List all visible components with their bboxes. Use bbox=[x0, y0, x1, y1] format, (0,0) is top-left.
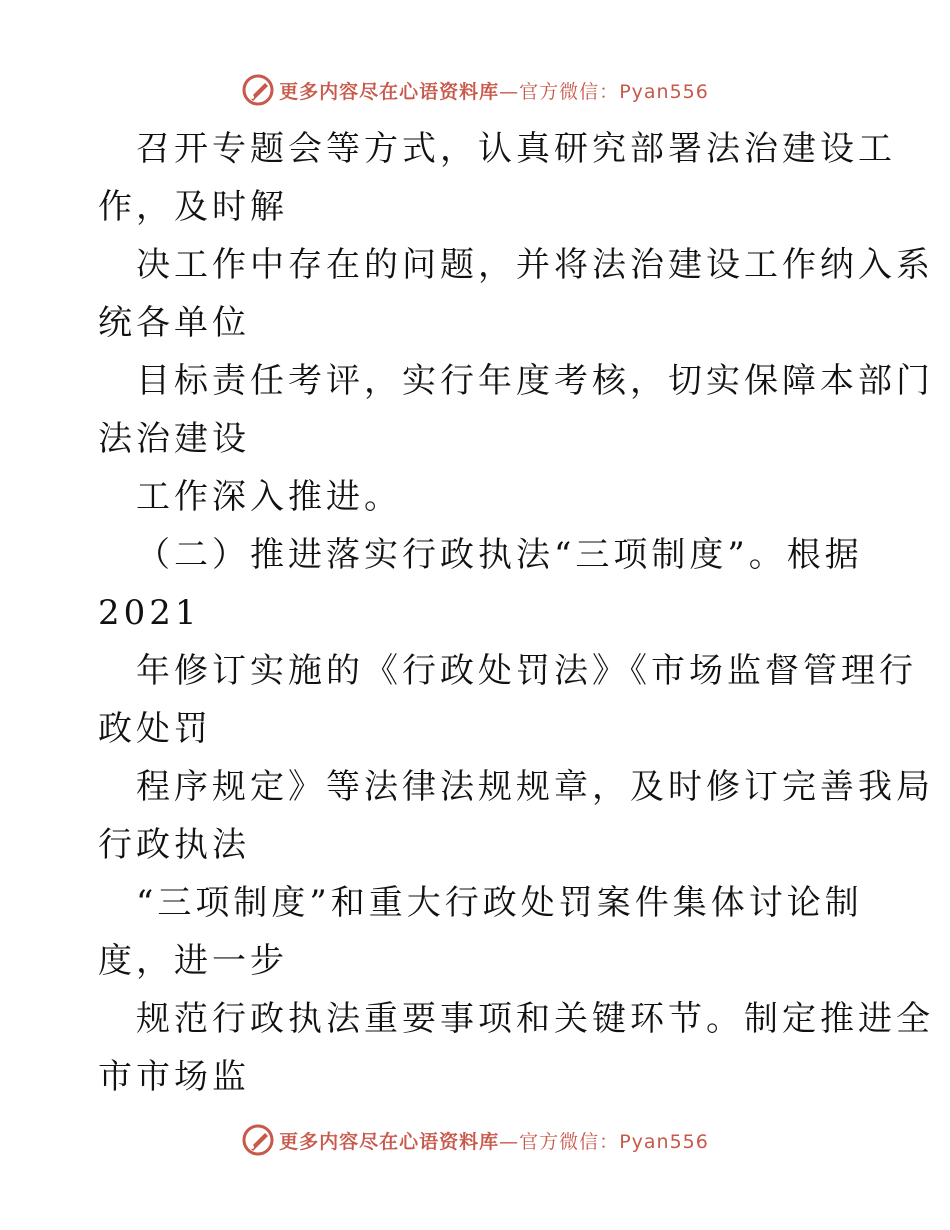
text-line: （二）推进落实行政执法“三项制度”。根据 bbox=[136, 535, 863, 575]
pen-logo-icon bbox=[241, 73, 275, 107]
text-line: 法治建设 bbox=[98, 419, 250, 459]
text-line: 行政执法 bbox=[98, 825, 250, 865]
text-line: 决工作中存在的问题，并将法治建设工作纳入系 bbox=[136, 245, 934, 285]
text-line: “三项制度”和重大行政处罚案件集体讨论制 bbox=[136, 883, 863, 923]
banner-separator: — bbox=[499, 1130, 520, 1153]
banner-site-text: 更多内容尽在心语资料库 bbox=[279, 1130, 500, 1153]
text-line: 召开专题会等方式，认真研究部署法治建设工 bbox=[136, 129, 896, 169]
text-line: 2021 bbox=[98, 593, 201, 633]
text-line: 市市场监 bbox=[98, 1057, 250, 1097]
text-line: 政处罚 bbox=[98, 709, 212, 749]
banner-text bbox=[279, 77, 709, 104]
banner-wechat-id: Pyan556 bbox=[619, 1130, 709, 1153]
document-body bbox=[98, 120, 934, 1106]
banner-wechat-label: 官方微信： bbox=[519, 80, 620, 103]
text-line: 度，进一步 bbox=[98, 941, 288, 981]
text-line: 程序规定》等法律法规规章，及时修订完善我局 bbox=[136, 767, 934, 807]
pen-logo-icon bbox=[241, 1123, 275, 1157]
banner-wechat-label: 官方微信： bbox=[519, 1130, 620, 1153]
banner-wechat-id: Pyan556 bbox=[619, 80, 709, 103]
text-line: 统各单位 bbox=[98, 303, 250, 343]
text-line: 规范行政执法重要事项和关键环节。制定推进全 bbox=[136, 999, 934, 1039]
banner-separator: — bbox=[499, 80, 520, 103]
footer-banner bbox=[0, 1120, 950, 1160]
banner-text bbox=[279, 1127, 709, 1154]
banner-site-text: 更多内容尽在心语资料库 bbox=[279, 80, 500, 103]
text-line: 工作深入推进。 bbox=[136, 477, 402, 517]
text-line: 作，及时解 bbox=[98, 187, 288, 227]
header-banner bbox=[0, 70, 950, 110]
text-line: 目标责任考评，实行年度考核，切实保障本部门 bbox=[136, 361, 934, 401]
text-line: 年修订实施的《行政处罚法》《市场监督管理行 bbox=[136, 651, 917, 691]
